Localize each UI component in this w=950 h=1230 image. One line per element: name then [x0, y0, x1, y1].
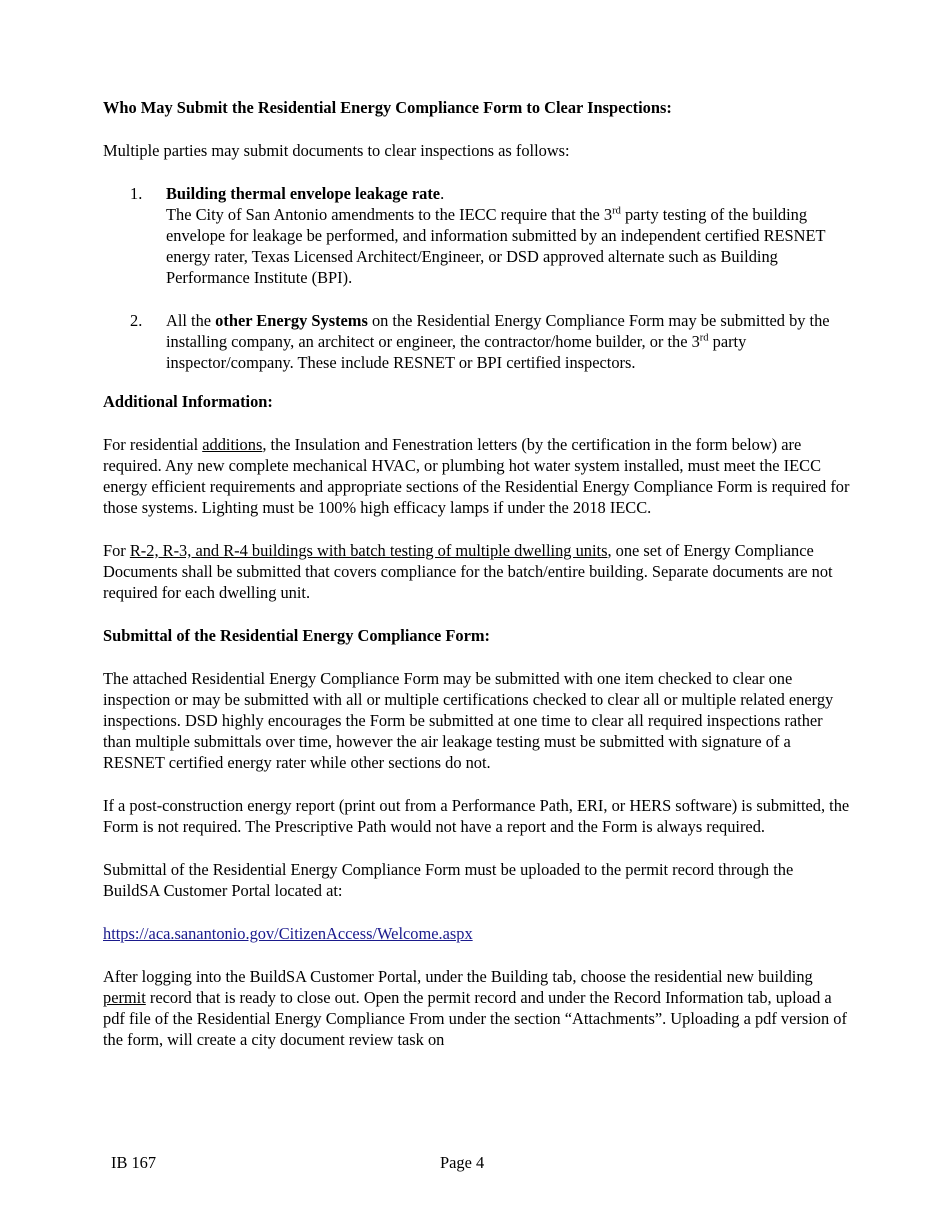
upload-paragraph: Submittal of the Residential Energy Compliance Form must be uploaded to the permit record through the BuildSA Customer Portal located at:	[103, 860, 794, 900]
additions-paragraph: For residential additions, the Insulation and Fenestration letters (by the certification in the form below) are required. Any new complete mechanical HVAC, or plumbing hot water system installed, must meet the IECC energy efficient requirements and appropriate sections of the Residential Energy Compliance Form is required for those systems. Lighting must be 100% high efficacy lamps if under the 2018 IECC.	[103, 435, 850, 517]
portal-link[interactable]: https://aca.sanantonio.gov/CitizenAccess/Welcome.aspx	[103, 924, 473, 943]
document-page	[103, 97, 853, 1050]
submittal-paragraph: The attached Residential Energy Compliance Form may be submitted with one item checked to clear one inspection or may be submitted with all or multiple certifications checked to clear all or multiple related energy inspections. DSD highly encourages the Form be submitted at one time to clear all required inspections rather than multiple submittals over time, however the air leakage testing must be submitted with signature of a RESNET certified energy rater while other sections do not.	[103, 669, 834, 772]
section-heading-who-may-submit: Who May Submit the Residential Energy Compliance Form to Clear Inspections:	[103, 98, 672, 117]
list-item-text: The City of San Antonio amendments to the IECC require that the 3rd party testing of the building envelope for leakage be performed, and information submitted by an independent certified RESNET energy rater, Texas Licensed Architect/Engineer, or DSD approved alternate such as Building Performance Institute (BPI).	[166, 205, 826, 287]
portal-instructions-paragraph: After logging into the BuildSA Customer Portal, under the Building tab, choose the residential new building permit record that is ready to close out. Open the permit record and under the Record Information tab, upload a pdf file of the Residential Energy Compliance From under the section “Attachments”. Uploading a pdf version of the form, will create a city document review task on	[103, 967, 847, 1049]
list-item-text: All the other Energy Systems on the Residential Energy Compliance Form may be submitted by the installing company, an architect or engineer, the contractor/home builder, or the 3rd party inspector/company. These include RESNET or BPI certified inspectors.	[166, 311, 830, 372]
footer-page-number: Page 4	[440, 1153, 485, 1172]
batch-testing-paragraph: For R-2, R-3, and R-4 buildings with batch testing of multiple dwelling units, one set of Energy Compliance Documents shall be submitted that covers compliance for the batch/entire building. Separate documents are not required for each dwelling unit.	[103, 541, 833, 602]
footer-doc-id: IB 167	[111, 1153, 157, 1172]
section-heading-additional-info: Additional Information:	[103, 392, 273, 411]
section-heading-submittal: Submittal of the Residential Energy Compliance Form:	[103, 626, 490, 645]
intro-paragraph: Multiple parties may submit documents to clear inspections as follows:	[103, 141, 570, 160]
portal-link-line	[103, 923, 853, 944]
list-number: 1.	[130, 184, 143, 203]
list-item	[103, 183, 853, 288]
list-item	[103, 310, 853, 373]
energy-report-paragraph: If a post-construction energy report (print out from a Performance Path, ERI, or HERS software) is submitted, the Form is not required. The Prescriptive Path would not have a report and the Form is always required.	[103, 796, 850, 836]
submitter-list	[103, 183, 853, 373]
list-number: 2.	[130, 311, 143, 330]
list-item-title: Building thermal envelope leakage rate.	[166, 184, 445, 203]
